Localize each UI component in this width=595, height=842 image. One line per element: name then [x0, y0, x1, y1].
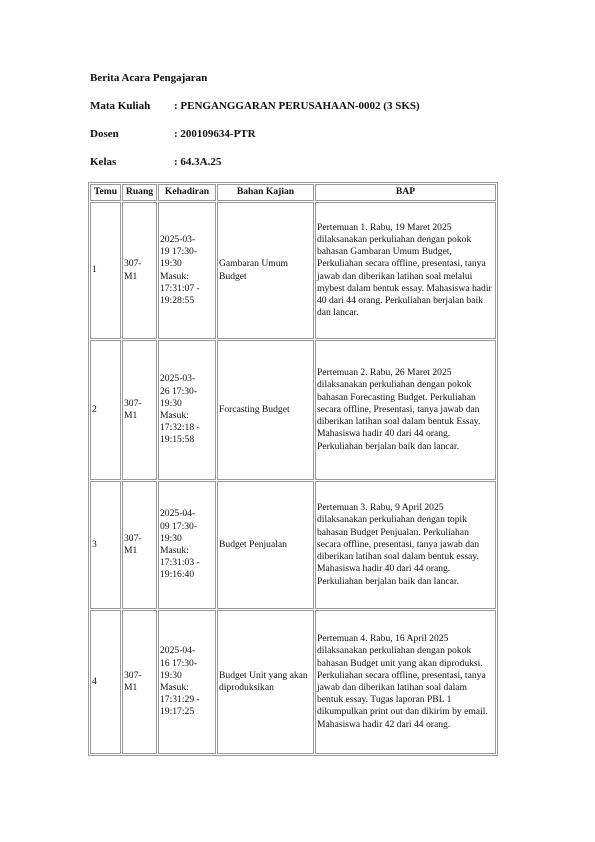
cell-kehadiran: 2025-04- 16 17:30- 19:30 Masuk: 17:31:29 - 19:17:25: [158, 610, 216, 754]
field-mata-kuliah-label: Mata Kuliah: [90, 100, 151, 112]
cell-kehadiran: 2025-03- 19 17:30- 19:30 Masuk: 17:31:07 - 19:28:55: [158, 202, 216, 339]
cell-temu: 4: [90, 610, 121, 754]
table-header-row: [90, 184, 496, 201]
cell-bap: Pertemuan 1. Rabu, 19 Maret 2025 dilaksanakan perkuliahan dengan pokok bahasan Gambaran Umum Budget, Perkuliahan secara offline, presentasi, tanya jawab dan diberikan latihan soal melalui mybest dalam bentuk essay. Mahasiswa hadir 40 dari 44 orang. Perkuliahan berjalan baik dan lancar.: [315, 202, 496, 339]
cell-ruang: 307- M1: [122, 610, 157, 754]
cell-kehadiran: 2025-03- 26 17:30- 19:30 Masuk: 17:32:18 - 19:15:58: [158, 340, 216, 480]
cell-bahan-kajian: Forcasting Budget: [217, 340, 314, 480]
header-bahan-kajian: Bahan Kajian: [217, 184, 314, 201]
table-row: [90, 610, 496, 754]
cell-temu: 3: [90, 481, 121, 609]
header-temu: Temu: [90, 184, 121, 201]
field-dosen-label: Dosen: [90, 128, 119, 140]
table-row: [90, 340, 496, 480]
header-bap: BAP: [315, 184, 496, 201]
cell-kehadiran: 2025-04- 09 17:30- 19:30 Masuk: 17:31:03 - 19:16:40: [158, 481, 216, 609]
field-kelas: [90, 156, 221, 168]
cell-ruang: 307- M1: [122, 202, 157, 339]
cell-temu: 1: [90, 202, 121, 339]
cell-bahan-kajian: Budget Unit yang akan diproduksikan: [217, 610, 314, 754]
bap-table: [88, 182, 498, 756]
cell-bap: Pertemuan 2. Rabu, 26 Maret 2025 dilaksanakan perkuliahan dengan pokok bahasan Forecasting Budget. Perkuliahan secara offline, Presentasi, tanya jawab dan diberikan latihan soal dalam bentuk Essay. Mahasiswa hadir 40 dari 44 orang. Perkuliahan berjalan baik dan lancar.: [315, 340, 496, 480]
table-row: [90, 202, 496, 339]
cell-temu: 2: [90, 340, 121, 480]
header-ruang: Ruang: [122, 184, 157, 201]
cell-bahan-kajian: Gambaran Umum Budget: [217, 202, 314, 339]
cell-bap: Pertemuan 3. Rabu, 9 April 2025 dilaksanakan perkuliahan dengan topik bahasan Budget Penjualan. Perkuliahan secara offline, presentasi, tanya jawab dan diberikan latihan soal dalam bentuk essay. Mahasiswa hadir 40 dari 44 orang. Perkuliahan berjalan baik dan lancar.: [315, 481, 496, 609]
field-mata-kuliah: [90, 100, 420, 112]
cell-bap: Pertemuan 4. Rabu, 16 April 2025 dilaksanakan perkuliahan dengan pokok bahasan Budget unit yang akan diproduksi. Perkuliahan secara offline, presentasi, tanya jawab dan diberikan latihan soal dalam bentuk essay. Tugas laporan PBL 1 dikumpulkan print out dan dikirim by email. Mahasiswa hadir 42 dari 44 orang.: [315, 610, 496, 754]
table-row: [90, 481, 496, 609]
cell-ruang: 307- M1: [122, 340, 157, 480]
field-kelas-label: Kelas: [90, 156, 117, 168]
cell-bahan-kajian: Budget Penjualan: [217, 481, 314, 609]
header-kehadiran: Kehadiran: [158, 184, 216, 201]
field-mata-kuliah-value: : PENGANGGARAN PERUSAHAAN-0002 (3 SKS): [174, 100, 420, 112]
field-kelas-value: : 64.3A.25: [174, 156, 222, 168]
field-dosen-value: : 200109634-PTR: [174, 128, 256, 140]
cell-ruang: 307- M1: [122, 481, 157, 609]
document-title: Berita Acara Pengajaran: [90, 72, 208, 84]
field-dosen: [90, 128, 256, 140]
